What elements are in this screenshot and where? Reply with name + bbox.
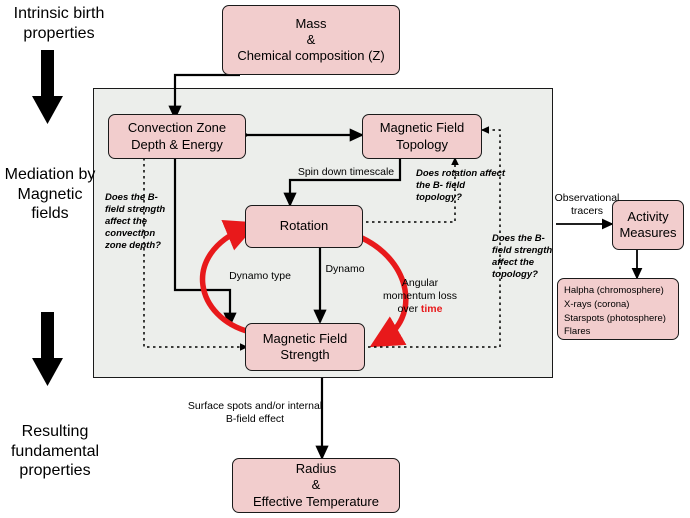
node-line: Depth & Energy [131,136,223,152]
annotation-question-rotation-topology [416,168,506,204]
tracer-item: Flares [564,326,591,338]
node-line: Magnetic Field [379,120,465,136]
tracer-item: Halpha (chromosphere) [564,285,664,296]
annotation-text: Dynamo type [229,270,291,282]
node-magnetic-field-topology[interactable] [362,114,482,159]
stage-label-intrinsic [0,4,118,43]
annotation-text: affect the B- [416,168,506,191]
stage-arrow-1 [32,50,63,124]
annotation-text: field topology? [416,179,466,203]
annotation-text: Angular [401,277,439,289]
annotation-text: B-field [105,192,158,215]
annotation-text: Dynamo [325,263,365,275]
annotation-text: and/or [254,400,285,412]
stage-line: Intrinsic birth [13,5,105,22]
node-line: Activity [627,208,669,224]
annotation-text: B-field [492,233,545,256]
node-line: Effective Temperature [253,493,379,509]
stage-line: fields [31,205,69,223]
annotation-question-strength-topology [492,233,558,281]
node-line: Chemical composition (Z) [237,48,385,64]
annotation-dynamo-type [215,270,305,283]
annotation-text: depth? [129,239,161,251]
annotation-observational-tracers [550,192,624,218]
node-magnetic-field-strength[interactable] [245,323,365,371]
node-line: & [311,477,321,493]
stage-line: properties [23,24,95,42]
stage-label-resulting [0,422,110,481]
annotation-text: zone [105,239,127,251]
tracer-item: Starspots (photosphere) [564,312,666,324]
node-line: Mass [295,15,327,31]
stage-line: Resulting [21,423,89,440]
node-rotation[interactable] [245,205,363,248]
annotation-text: strength [127,203,166,215]
annotation-surface-spots [185,400,325,426]
annotation-question-convection [105,192,175,251]
stage-label-mediation [0,165,100,224]
annotation-text: affect the [105,215,148,227]
tracer-item: X-rays (corona) [564,298,630,310]
annotation-angular-momentum [380,277,460,316]
tracer-list[interactable] [557,278,679,340]
stage-line: properties [19,462,91,480]
stage-line: Mediation [4,166,74,183]
annotation-text: loss over [397,290,458,316]
stage-line: fundamental [10,442,100,460]
node-line: Radius [295,461,337,477]
node-convection-zone[interactable] [108,114,246,159]
annotation-spin-down [281,166,411,179]
node-mass-composition[interactable] [222,5,400,75]
annotation-text: affect the [492,256,535,268]
node-line: Topology [395,136,449,152]
annotation-dynamo [313,263,377,276]
annotation-text: Surface spots [187,400,253,412]
stage-arrow-2 [32,312,63,386]
node-line: Magnetic Field [262,330,348,346]
annotation-text: Does rotation [416,168,478,179]
annotation-accent-word: time [420,303,443,316]
node-line: Convection Zone [127,120,227,136]
annotation-text: strength [514,244,553,256]
node-line: & [306,31,316,47]
stage-line: by [78,166,96,183]
node-line: Measures [619,225,677,240]
annotation-text: Observational [554,192,620,204]
annotation-text: Does the [492,233,533,244]
node-radius-temperature[interactable] [232,458,400,513]
node-line: Rotation [279,218,329,234]
annotation-text: tracers [570,205,604,218]
annotation-text: momentum [382,290,436,303]
annotation-text: internal B-field effect [225,400,323,426]
stage-line: Magnetic [17,185,83,203]
annotation-text: Does the [105,192,146,203]
annotation-text: Spin down timescale [297,166,395,178]
node-line: Strength [280,347,330,362]
annotation-text: convection [105,227,156,239]
annotation-text: topology? [492,268,538,280]
